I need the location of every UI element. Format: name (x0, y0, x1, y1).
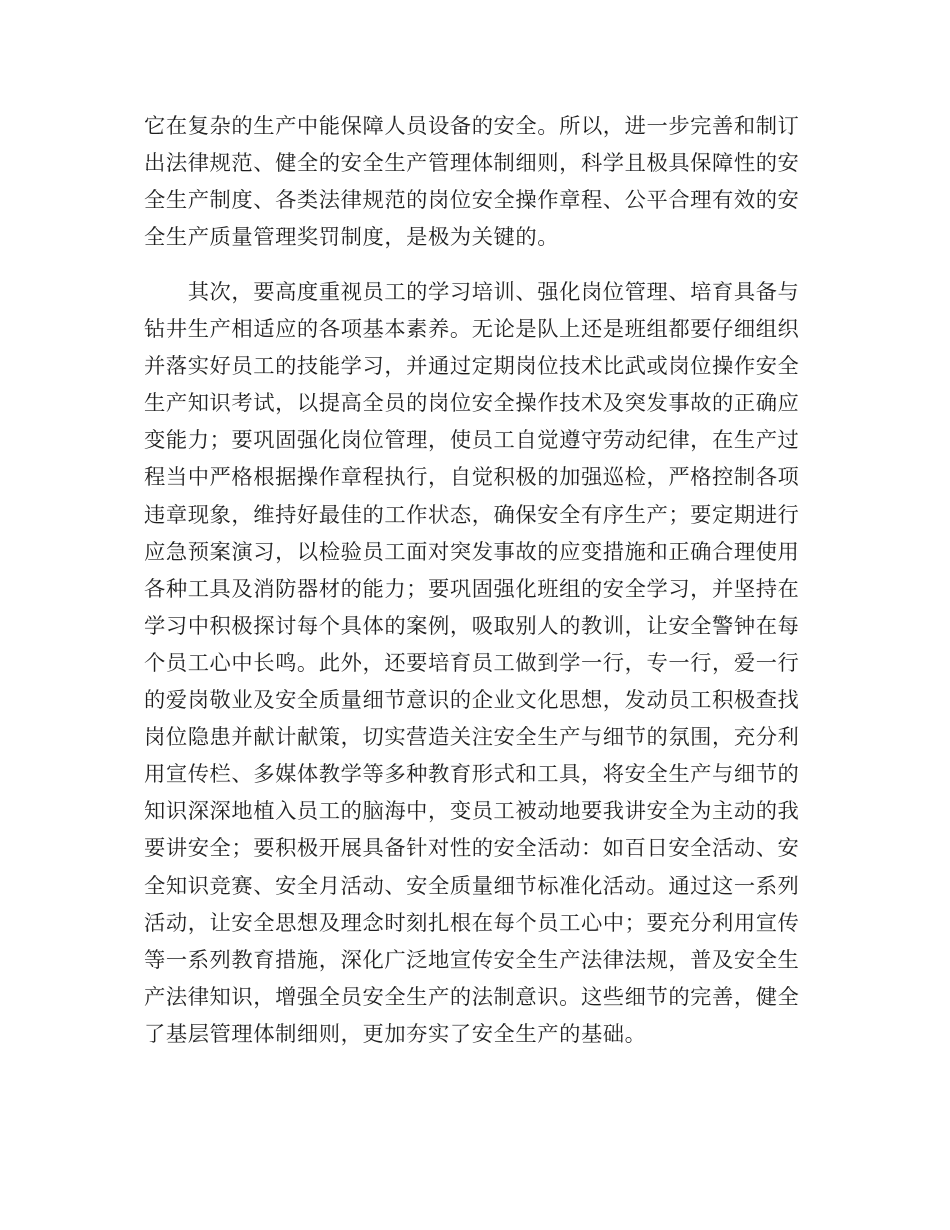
text-line: 各种工具及消防器材的能力；要巩固强化班组的安全学习，并坚持在 (144, 576, 800, 602)
paragraph-2 (144, 274, 804, 1053)
text-line: 等一系列教育措施，深化广泛地宣传安全生产法律法规，普及安全生 (144, 947, 800, 973)
text-line: 它在复杂的生产中能保障人员设备的安全。所以，进一步完善和制订 (144, 114, 800, 139)
text-line: 了基层管理体制细则，更加夯实了安全生产的基础。 (144, 1021, 647, 1047)
text-line: 并落实好员工的技能学习，并通过定期岗位技术比武或岗位操作安全 (144, 354, 800, 380)
text-line: 要讲安全；要积极开展具备针对性的安全活动：如百日安全活动、安 (144, 836, 800, 862)
text-line: 全知识竞赛、安全月活动、安全质量细节标准化活动。通过这一系列 (144, 873, 800, 899)
text-line: 活动，让安全思想及理念时刻扎根在每个员工心中；要充分利用宣传 (144, 910, 800, 936)
text-line: 程当中严格根据操作章程执行，自觉积极的加强巡检，严格控制各项 (144, 465, 800, 491)
paragraph-1 (144, 108, 804, 256)
text-line: 生产知识考试，以提高全员的岗位安全操作技术及突发事故的正确应 (144, 391, 800, 417)
text-line: 知识深深地植入员工的脑海中，变员工被动地要我讲安全为主动的我 (144, 799, 800, 825)
text-line: 应急预案演习，以检验员工面对突发事故的应变措施和正确合理使用 (144, 539, 800, 565)
text-line: 岗位隐患并献计献策，切实营造关注安全生产与细节的氛围，充分利 (144, 725, 800, 751)
text-line: 全生产制度、各类法律规范的岗位安全操作章程、公平合理有效的安 (144, 188, 800, 214)
text-line: 用宣传栏、多媒体教学等多种教育形式和工具，将安全生产与细节的 (144, 762, 800, 788)
text-line: 的爱岗敬业及安全质量细节意识的企业文化思想，发动员工积极查找 (144, 688, 800, 714)
text-line: 钻井生产相适应的各项基本素养。无论是队上还是班组都要仔细组织 (144, 317, 800, 343)
text-line: 出法律规范、健全的安全生产管理体制细则，科学且极具保障性的安 (144, 151, 800, 177)
text-line: 变能力；要巩固强化岗位管理，使员工自觉遵守劳动纪律，在生产过 (144, 428, 800, 454)
text-line: 其次，要高度重视员工的学习培训、强化岗位管理、培育具备与 (144, 280, 800, 305)
text-line: 产法律知识，增强全员安全生产的法制意识。这些细节的完善，健全 (144, 984, 800, 1010)
text-line: 个员工心中长鸣。此外，还要培育员工做到学一行，专一行，爱一行 (144, 650, 800, 676)
text-line: 违章现象，维持好最佳的工作状态，确保安全有序生产；要定期进行 (144, 502, 800, 528)
text-line: 全生产质量管理奖罚制度，是极为关键的。 (144, 225, 560, 251)
text-line: 学习中积极探讨每个具体的案例，吸取别人的教训，让安全警钟在每 (144, 613, 800, 639)
